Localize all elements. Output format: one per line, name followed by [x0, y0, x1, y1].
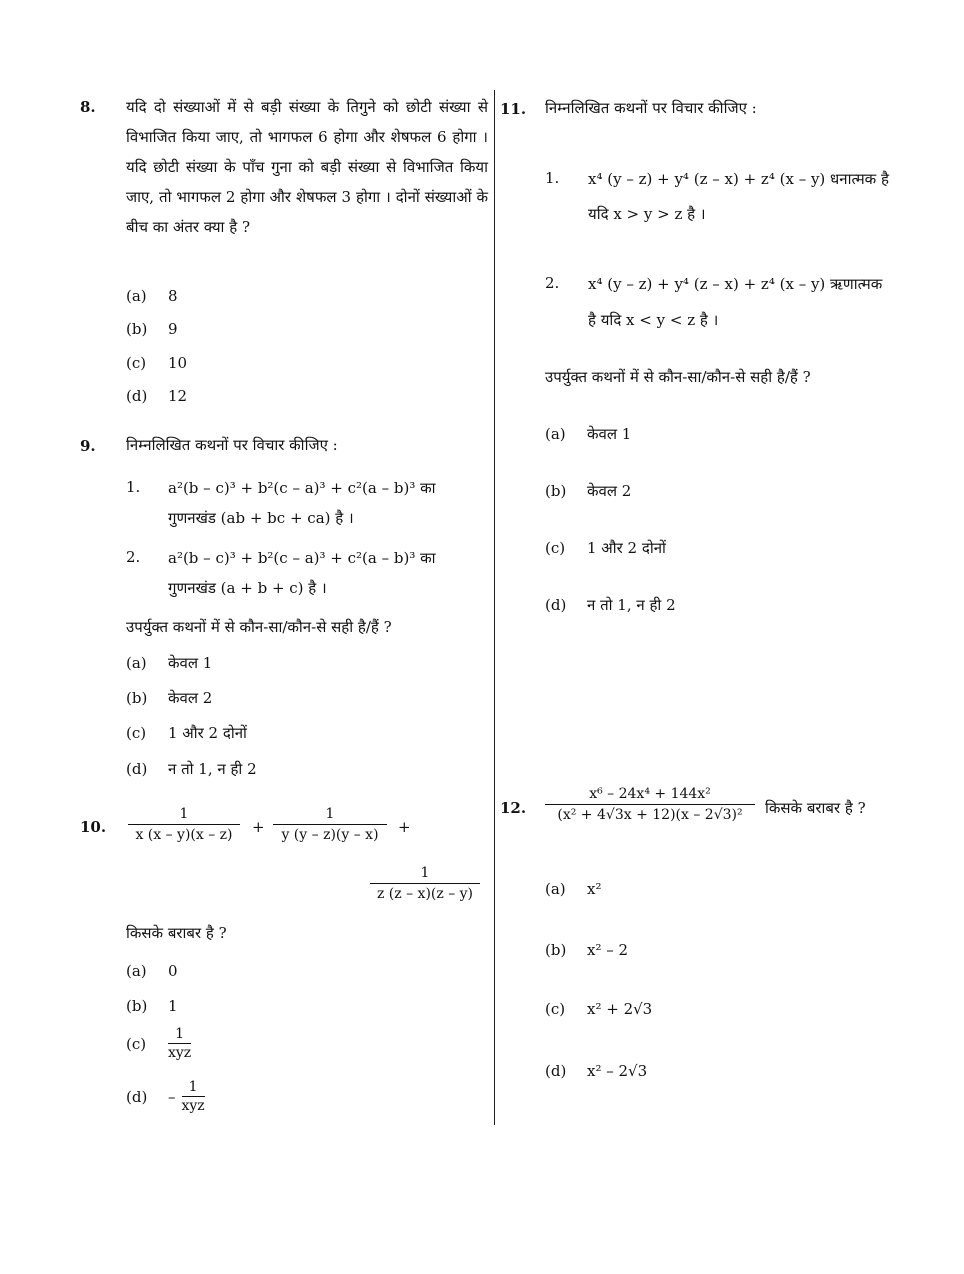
q9-statement-1-line1: a²(b – c)³ + b²(c – a)³ + c²(a – b)³ का: [168, 479, 436, 497]
q10-number: 10.: [80, 818, 107, 836]
q10-fraction-3: $\frac{1}{z (z - x)(z - y)}$: [370, 865, 480, 902]
column-divider: [494, 90, 495, 1125]
q11-statement-1-line1: x⁴ (y – z) + y⁴ (z – x) + z⁴ (x – y) धनात्मक है: [588, 170, 889, 188]
q11-option-d[interactable]: (d) न तो 1, न ही 2: [545, 596, 676, 614]
q9-option-a[interactable]: (a) केवल 1: [126, 654, 213, 672]
q12-denominator: (x² + 4√3x + 12)(x – 2√3)²: [545, 804, 755, 823]
q11-option-c[interactable]: (c) 1 और 2 दोनों: [545, 539, 666, 557]
q10-fraction-2: $\frac{1}{y (y - z)(y - x)}$: [273, 806, 387, 843]
q8-text: यदि दो संख्याओं में से बड़ी संख्या के तिगुने को छोटी संख्या से विभाजित किया जाए, तो भागफल 6 होगा और शेषफल 6 होगा । यदि छोटी संख्या के पाँच गुना को बड़ी संख्या से विभाजित किया जाए, तो भागफल 2 होगा और शेषफल 3 होगा । दोनों संख्याओं के बीच का अंतर क्या है ?: [126, 98, 488, 236]
q12-option-a[interactable]: (a) x²: [545, 880, 602, 898]
q11-statement-1-line2: यदि x > y > z है ।: [588, 205, 706, 223]
q9-statement-1-number: 1.: [126, 478, 141, 496]
q8-option-d[interactable]: (d) 12: [126, 387, 188, 405]
q10-option-d[interactable]: (d) – $\frac{1}{\text{xyz}}$: [126, 1079, 205, 1114]
q9-statement-2-line1: a²(b – c)³ + b²(c – a)³ + c²(a – b)³ का: [168, 549, 436, 567]
q9-intro: निम्नलिखित कथनों पर विचार कीजिए :: [126, 436, 338, 454]
q11-question: उपर्युक्त कथनों में से कौन-सा/कौन-से सही है/हैं ?: [545, 368, 811, 386]
q10-option-c-fraction: $\frac{1}{\text{xyz}}$: [168, 1026, 192, 1061]
q12-option-b[interactable]: (b) x² – 2: [545, 941, 629, 959]
q11-statement-1-number: 1.: [545, 169, 560, 187]
q11-option-a[interactable]: (a) केवल 1: [545, 425, 632, 443]
q12-number: 12.: [500, 799, 527, 817]
q9-statement-2-number: 2.: [126, 548, 141, 566]
q8-option-b[interactable]: (b) 9: [126, 320, 178, 338]
q10-option-b[interactable]: (b) 1: [126, 997, 178, 1015]
q8-option-c[interactable]: (c) 10: [126, 354, 188, 372]
q9-option-b[interactable]: (b) केवल 2: [126, 689, 213, 707]
q9-option-d[interactable]: (d) न तो 1, न ही 2: [126, 760, 257, 778]
q9-question: उपर्युक्त कथनों में से कौन-सा/कौन-से सही है/हैं ?: [126, 618, 392, 636]
q10-option-c[interactable]: (c) $\frac{1}{\text{xyz}}$: [126, 1026, 192, 1061]
q11-statement-2-line2: है यदि x < y < z है ।: [588, 311, 719, 329]
q11-statement-2-number: 2.: [545, 274, 560, 292]
q11-statement-2-line1: x⁴ (y – z) + y⁴ (z – x) + z⁴ (x – y) ऋणात्मक: [588, 275, 883, 293]
q9-number: 9.: [80, 437, 96, 455]
q8-number: 8.: [80, 98, 96, 116]
q10-fraction-1: $\frac{1}{x (x - y)(x - z)}$: [128, 806, 240, 843]
q10-plus-2: +: [398, 818, 411, 836]
q12-question: किसके बराबर है ?: [765, 799, 866, 817]
q10-option-a[interactable]: (a) 0: [126, 962, 178, 980]
q12-option-d[interactable]: (d) x² – 2√3: [545, 1062, 648, 1080]
q11-intro: निम्नलिखित कथनों पर विचार कीजिए :: [545, 99, 757, 117]
q12-numerator: x⁶ – 24x⁴ + 144x²: [589, 786, 711, 802]
q12-option-c[interactable]: (c) x² + 2√3: [545, 1000, 653, 1018]
q11-number: 11.: [500, 100, 527, 118]
q10-plus-1: +: [252, 818, 265, 836]
q10-question: किसके बराबर है ?: [126, 924, 227, 942]
q9-statement-1-line2: गुणनखंड (ab + bc + ca) है ।: [168, 509, 354, 527]
q12-expression: [545, 786, 755, 823]
q8-option-a[interactable]: (a) 8: [126, 287, 178, 305]
q9-statement-2-line2: गुणनखंड (a + b + c) है ।: [168, 579, 327, 597]
q11-option-b[interactable]: (b) केवल 2: [545, 482, 632, 500]
q9-option-c[interactable]: (c) 1 और 2 दोनों: [126, 724, 247, 742]
q10-option-d-fraction: $\frac{1}{\text{xyz}}$: [181, 1079, 205, 1114]
